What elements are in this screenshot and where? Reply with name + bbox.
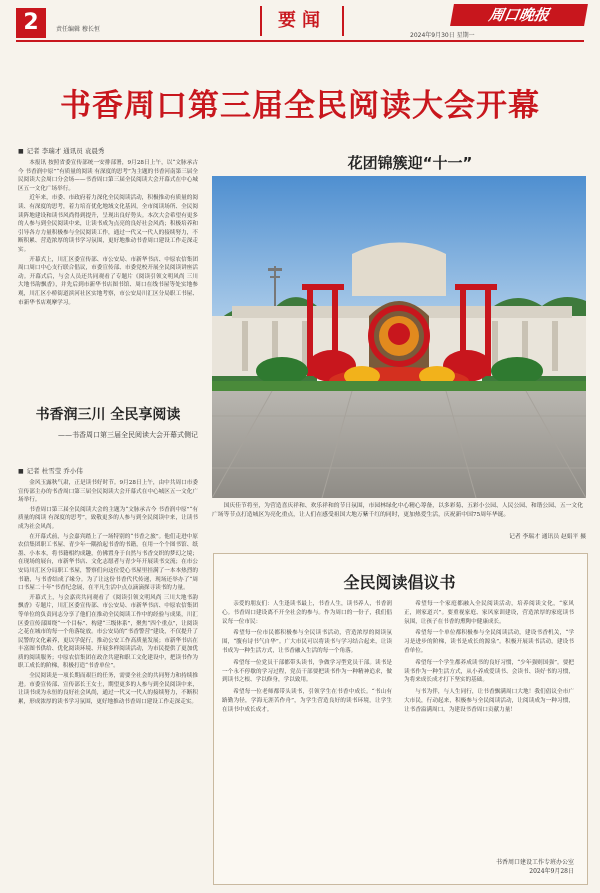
article-2-subhead: 书香润三川 全民享阅读 [35,407,181,423]
article-1 [18,146,198,308]
article-2-paragraph: 书香周口第三届全民阅读大会的主题为“文脉承古今 书香润中原”“有质量的阅读 有深度的思考”，致敬更多的人参与到全民阅读中来，让读书成为社会风尚。 [18,506,198,530]
article-2-paragraph: 在开幕式前，与会嘉宾踏上了一场特别的“书香之旅”。他们走进中原农信集团职工书屋、青少年一隅拾起书香的书籍，在用一个个图书馆、纸墨、小本本，将书籍相约成趣，仿佛置身于自然与书香交织的梦幻之境；在现场的展台，市新华书店、文化志愿者与青少年开展读书交流；在市公安局川汇区分局职工书屋，警察们向这位爱心书屋里挂满了一本本热烈的书籍，与书香结成了缘分。为了让这份书香代代传递，现场还举办了“周口书屋二十年”书香纪念展，在平凡生活中点点滴滴探寻读书的力量。 [18,533,198,592]
proposal-paragraph: 希望每一位市民都积极参与全民读书活动，营造浓厚的阅读氛围，“腹有诗书气自华”。广大市民可以将读书与学习结合起来，让读书成为一种生活方式，让书香融入生活的每一个角落。 [222,630,392,654]
proposal-paragraph: 希望每一个单位都积极参与全民阅读活动，建设书香机关，“学习是进步的阶梯，读书是成长的源泉”。积极开展读书活动，建设书香单位。 [404,630,574,654]
article-2-byline: ■ 记者 杜雪莹 乔小伟 [18,466,198,475]
photo-credit: 记者 李瑞才 通讯员 赵娟平 摄 [509,534,586,540]
proposal-left-column [222,600,392,718]
article-2-subtitle: ——书香周口第三届全民阅读大会开幕式侧记 [58,431,198,439]
article-1-paragraph: 开幕式上，川汇区委宣传部、市公安局、市新华书店、中原农信集团周口周口中心支行联合倡议，市委宣传部、市委党校开展全民阅读讲座活动。开幕式后，与会人员还共同观看了专题片《阅读引领文明风尚 三川大地书韵飘香》，并先后到市新华书店图书馆、周口在线书屋等处实地参观，川汇区小桥街道滨河社区实地考察，市公安局川汇区分局职工书屋、市新华书店观摩学习。 [18,256,198,306]
photo-heading: 花团锦簇迎“十一” [347,154,473,172]
proposal-paragraph: 希望每一个家庭都融入全民阅读活动，培养阅读文化，“家风正，则家道兴”。要重视家庭、家风家训建设，营造浓厚的家庭读书氛围，让孩子在书香的熏陶中健康成长。 [404,601,574,625]
proposal-paragraph: 希望每一位老师都带头读书，引领学生在书香中成长。“书山有路勤为径，学海无涯苦作舟”，为学生营造良好的读书环境，让学生在读书中成长成才。 [222,689,392,713]
article-2-paragraph: 全民阅读是一项长期而艰巨的任务，需要全社会的共同努力和持续推进。市委宣传部、宣传部长王女士，期望更多的人参与到全民阅读中来，让读书成为永恒的良好社会风尚，通过一代又一代人的接续努力，不断积累，形成浓厚的读书学习氛围，更好地推动书香周口建设工作走深走实。 [18,673,198,705]
page-number: 2 [16,8,46,38]
article-2-paragraph: 开幕式上，与会嘉宾共同观看了《阅读引领文明风尚 三川大地书韵飘香》专题片，川汇区委宣传部、市公安局、市新华书店、中原农信集团等单位的负责同志分享了他们在推动全民阅读工作中的经验与成果，川汇区委宣传部围绕“一个目标”、构建“三级体系”，聚焦“四个重点”，让阅读之花在城市的每一个角落绽放。市公安局的“书香警营”建设，不仅提升了民警的文化素养，更以学促行，推动公安工作高质量发展；市新华书店在丰富图书供给、优化阅读环境、开展多样阅读活动，为市民提供了更加优质的阅读服务；中原农信集团在政企共建和职工文化建设中，把读书作为职工成长的阶梯，积极打造“书香单位”。 [18,594,198,670]
section-title: 要闻 [260,6,344,36]
editors-line: 责任编辑 穆长恒 [56,26,100,33]
proposal-paragraph: 亲爱的朋友们：人生逢读书最上，书香人生，读书养人，书香润心。书香周口建设离不开全社会的参与。作为周口的一份子，我们倡议每一位市民： [222,601,392,625]
proposal-paragraph: 希望每一个学生都养成读书的良好习惯，“少年强则国强”。要把读书作为一种生活方式，从小养成爱读书、会读书、读好书的习惯，为将来成长成才打下坚实的基础。 [404,659,574,684]
plaza-gate-photo-illustration [212,176,586,498]
proposal-paragraph: 与书为伴，与人生同行，让书香飘满周口大地！我们倡议全市广大市民，行动起来，积极参与全民阅读活动，让阅读成为一种习惯，让书香溢满周口，为建设书香周口贡献力量！ [404,689,574,713]
photo-caption: 国庆佳节将至，为营造喜庆祥和、欢乐祥和的节日氛围，市园林绿化中心精心筹备，以多彩菊、五彩小公园、人民公园、和谐公园、五一文化广场等节点打造城区为亮化重点，让人们在感受祖国大地万紫千红的同时，更加热爱生活，庆祝新中国75周年华诞。 [212,503,584,518]
proposal-title: 全民阅读倡议书 [343,573,456,592]
proposal-signature: 书香周口建设工作专班办公室 [495,859,574,866]
article-1-paragraph: 本报讯 按照省委宣传部统一安排部署，9月28日上午，以“文脉承古今 书香润中原”“有质量的阅读 有深度的思考”为主题的书香河南第三届全民阅读大会周口分会场——书香周口第三届全民阅读大会开幕式在中心城区五一文化广场举行。 [18,160,198,192]
article-1-paragraph: 近年来，市委、市政府着力深化全民阅读活动，积极推动有质量的阅读、有深度的思考，着力培育优化地域文化基因，全市阅读场所、全民阅读阵地建设和读书风尚得到提升，呈现出良好势头。本次大会希望有更多的人参与到全民阅读中来，让读书成为点亮的良好社会风尚；积极培养和引导各方力量积极参与全民阅读工作，通过一代又一代人的接续努力，不断积累、营造浓厚的读书学习氛围，更好地推动书香周口建设工作走深走实。 [18,195,198,253]
proposal-signature-date: 2024年9月28日 [529,868,574,875]
proposal-paragraph: 希望每一位党员干部都带头读书，争做学习型党员干部。读书是一个永不停歇的学习过程，党员干部要把读书作为一种精神追求，做到读书之根、学以修身，学以致用。 [222,659,392,684]
article-1-byline: ■ 记者 李瑞才 通讯员 袁晨秀 [18,146,198,155]
newspaper-logo: 周口晚报 [450,4,588,26]
article-2 [18,466,198,707]
news-photo [212,176,586,498]
article-2-paragraph: 金风玉露秋气肃，正是读书好时节。9月28日上午，由中共周口市委宣传部主办的书香周口第三届全民阅读大会开幕式在中心城区五一文化广场举行。 [18,480,198,504]
main-headline: 书香周口第三届全民阅读大会开幕 [60,88,540,124]
masthead-rule [16,40,584,42]
proposal-right-column [404,600,574,718]
issue-date: 2024年9月30日 星期一 [410,32,475,39]
